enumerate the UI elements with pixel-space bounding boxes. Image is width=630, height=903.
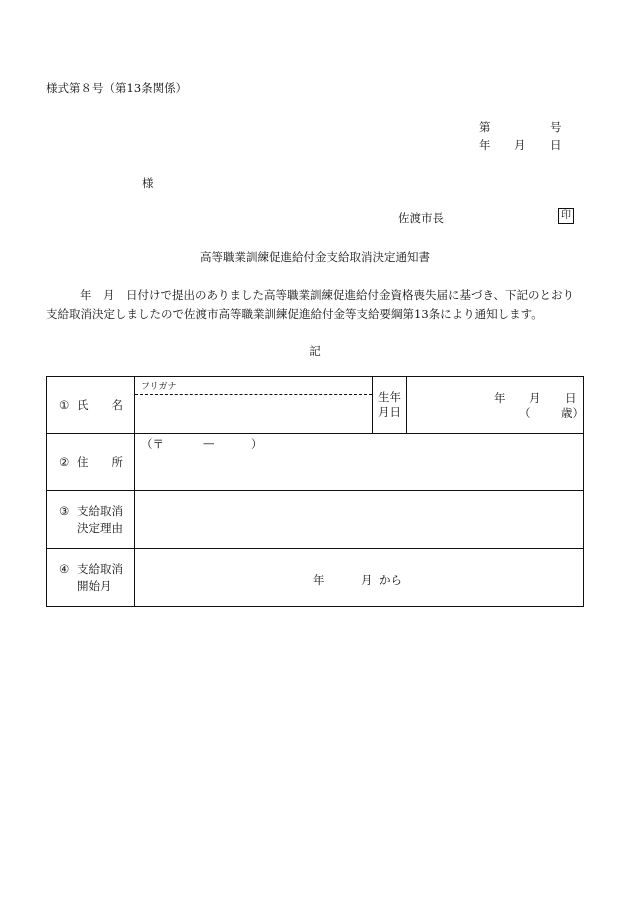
postal-code-close: ） — [251, 437, 263, 451]
item-number-1: ① — [59, 398, 70, 412]
date-year-label: 年 — [479, 138, 491, 152]
birth-month-label: 月 — [529, 391, 541, 405]
birthdate-label-cell — [373, 377, 407, 434]
seal-stamp: 印 — [558, 208, 574, 224]
body-text-line-1: 年 月 日付けで提出のありました高等職業訓練促進給付金資格喪失届に基づき、下記のとおり — [80, 288, 575, 302]
address-field[interactable] — [135, 434, 584, 491]
birthdate-label-line-2: 月日 — [378, 405, 401, 419]
issuer-name: 佐渡市長 — [398, 211, 444, 225]
body-text — [46, 286, 586, 324]
postal-code-prefix: （〒 — [141, 437, 164, 451]
cancel-reason-field[interactable] — [135, 491, 584, 549]
date-month-label: 月 — [514, 138, 526, 152]
address-row — [47, 434, 584, 491]
birth-year-label: 年 — [494, 391, 506, 405]
cancel-start-label-line-2: 開始月 — [77, 578, 112, 593]
cancel-start-label-line-1: 支給取消 — [77, 561, 123, 576]
cancel-start-label-cell — [47, 549, 135, 607]
address-label-cell — [47, 434, 135, 491]
notice-form-table — [46, 376, 584, 607]
address-label: 住 所 — [77, 455, 123, 469]
body-text-line-2: 支給取消決定しましたので佐渡市高等職業訓練促進給付金等支給要綱第13条により通知します。 — [46, 307, 543, 321]
name-label-cell — [47, 377, 135, 434]
age-open-paren: （ — [519, 406, 531, 420]
cancel-start-row — [47, 549, 584, 607]
birthdate-field[interactable] — [407, 377, 584, 434]
item-number-2: ② — [59, 455, 70, 469]
item-number-4: ④ — [59, 561, 70, 576]
date-day-label: 日 — [550, 138, 562, 152]
form-number: 様式第８号（第13条関係） — [46, 81, 188, 95]
start-year-label: 年 — [313, 573, 325, 587]
section-heading: 記 — [309, 344, 321, 358]
item-number-3: ③ — [59, 503, 70, 518]
cancel-reason-label-cell — [47, 491, 135, 549]
cancel-start-field[interactable] — [135, 549, 584, 607]
document-title: 高等職業訓練促進給付金支給取消決定通知書 — [200, 250, 430, 264]
furigana-label: フリガナ — [141, 382, 177, 392]
start-from-label: から — [379, 573, 402, 587]
age-unit-label: 歳） — [561, 406, 584, 420]
addressee-honorific: 様 — [142, 176, 154, 190]
name-row — [47, 377, 584, 434]
name-field[interactable] — [135, 377, 373, 434]
document-number-suffix: 号 — [550, 120, 562, 134]
birthdate-label-line-1: 生年 — [378, 390, 401, 404]
start-month-label: 月 — [361, 573, 373, 587]
cancel-reason-row — [47, 491, 584, 549]
cancel-reason-label-line-2: 決定理由 — [77, 520, 123, 535]
name-label: 氏 名 — [77, 398, 123, 412]
document-number-label: 第 — [479, 120, 491, 134]
birth-day-label: 日 — [565, 391, 577, 405]
cancel-reason-label-line-1: 支給取消 — [77, 503, 123, 518]
furigana-divider — [135, 394, 372, 395]
postal-code-dash: — — [203, 436, 215, 450]
